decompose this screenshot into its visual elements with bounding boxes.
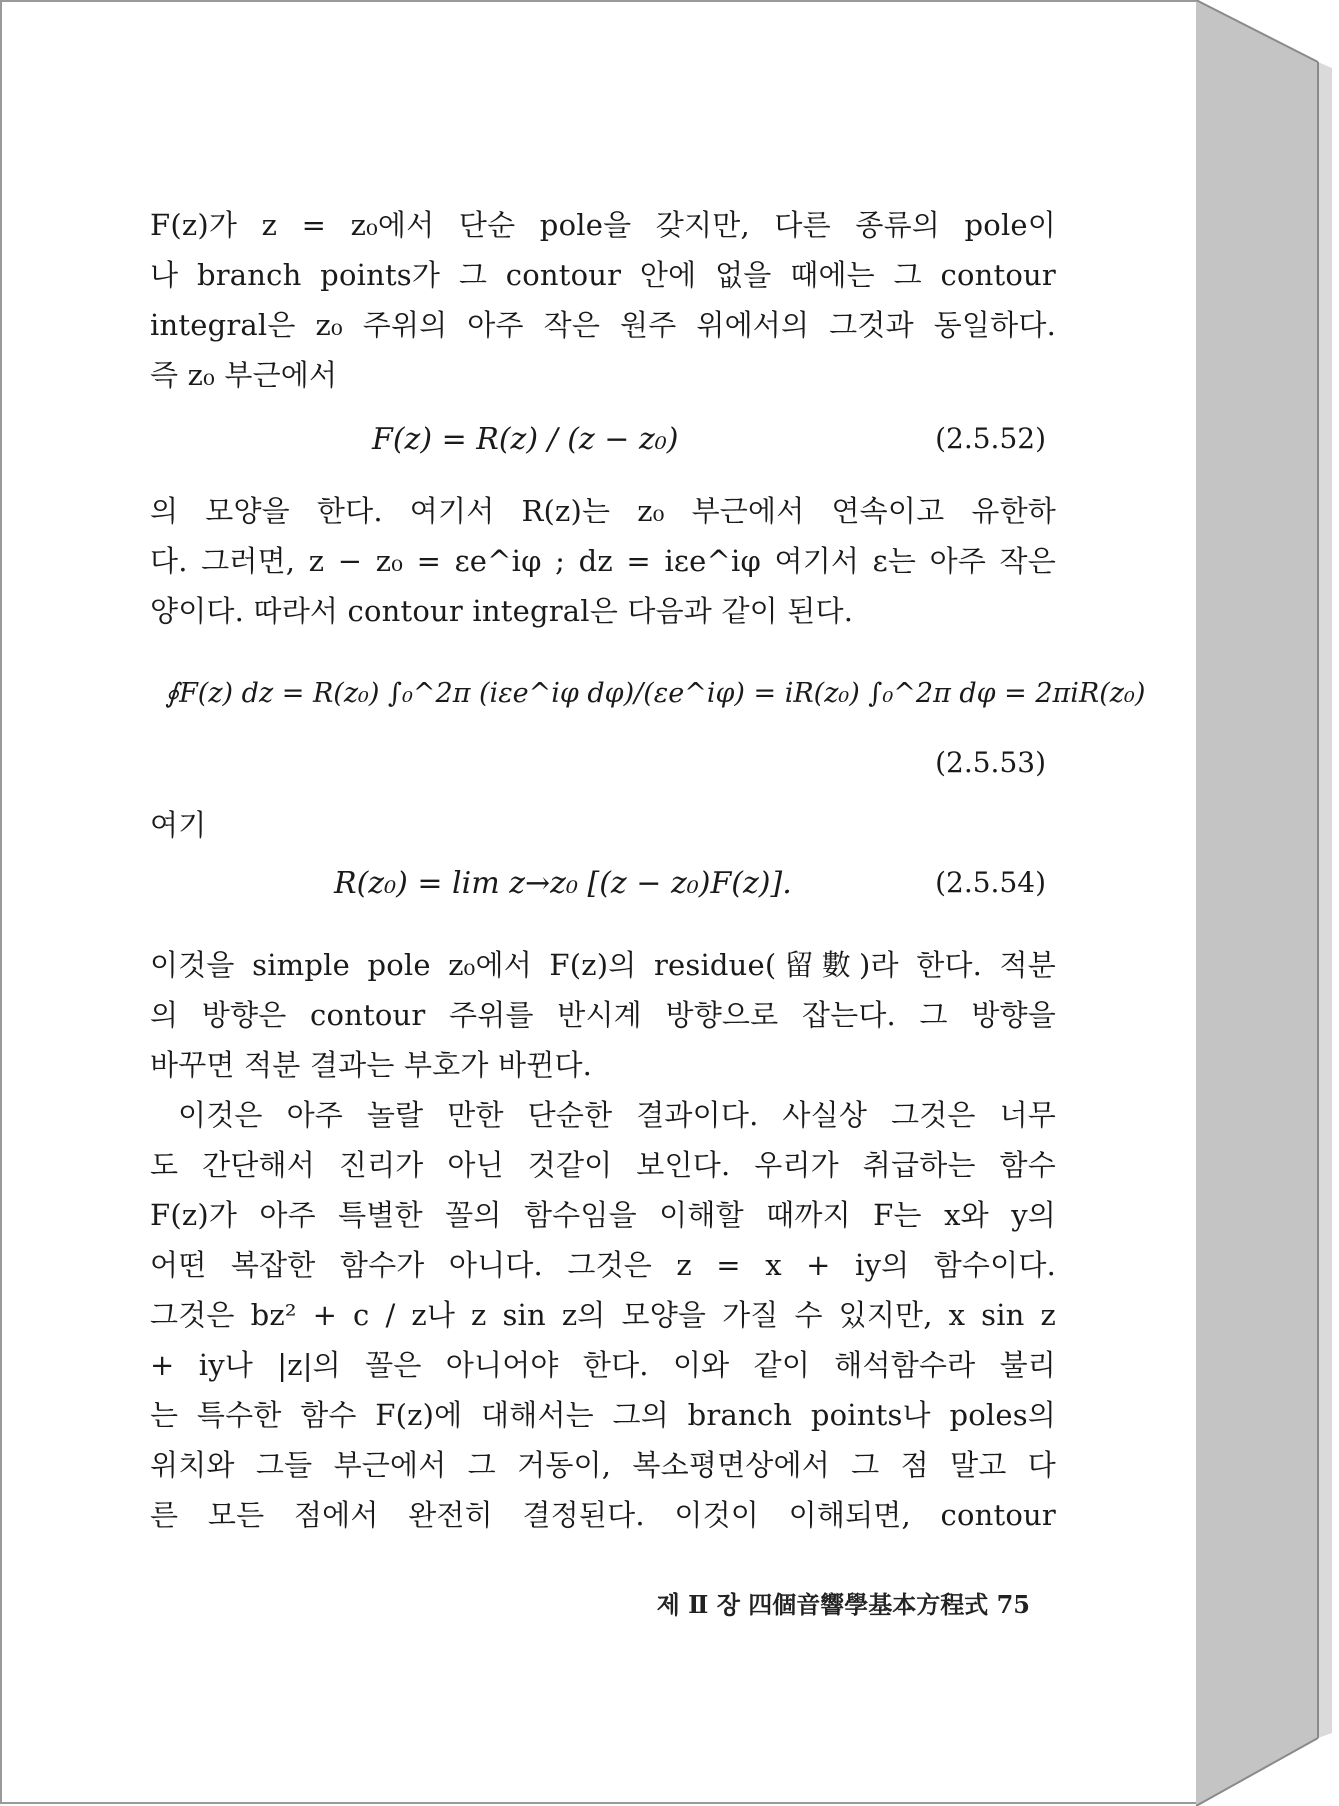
paragraph-4 xyxy=(150,1090,1056,1540)
paragraph-1 xyxy=(150,200,1056,400)
text-line: 른 모든 점에서 완전히 결정된다. 이것이 이해되면, contour xyxy=(150,1498,1056,1532)
equation-expression: R(z₀) = lim z→z₀ [(z − z₀)F(z)]. xyxy=(334,866,792,901)
paragraph-3 xyxy=(150,940,1056,1090)
text-line: 다. 그러면, z − z₀ = εe^iφ ; dz = iεe^iφ 여기서 ε는 아주 작은 xyxy=(150,544,1056,578)
equation-2-5-53-number-row xyxy=(150,742,1046,802)
text-line: integral은 z₀ 주위의 아주 작은 원주 위에서의 그것과 동일하다. xyxy=(150,308,1056,342)
text-line: 나 branch points가 그 contour 안에 없을 때에는 그 contour xyxy=(150,258,1056,292)
text-line: 는 특수한 함수 F(z)에 대해서는 그의 branch points나 poles의 xyxy=(150,1398,1056,1432)
text-line: 어떤 복잡한 함수가 아니다. 그것은 z = x + iy의 함수이다. xyxy=(150,1248,1056,1282)
equation-2-5-52 xyxy=(150,414,1046,474)
text-line: + iy나 |z|의 꼴은 아니어야 한다. 이와 같이 해석함수라 불리 xyxy=(150,1348,1056,1382)
text-line: 바꾸면 적분 결과는 부호가 바뀐다. xyxy=(150,1048,593,1082)
text-line: 그것은 bz² + c / z나 z sin z의 모양을 가질 수 있지만, x sin z xyxy=(150,1298,1056,1332)
text-line: F(z)가 z = z₀에서 단순 pole을 갖지만, 다른 종류의 pole이 xyxy=(150,208,1056,242)
page-footer: 제 Ⅱ 장 四個音響學基本方程式 75 xyxy=(656,1590,1030,1619)
text-line: 의 방향은 contour 주위를 반시계 방향으로 잡는다. 그 방향을 xyxy=(150,998,1056,1032)
paragraph-here xyxy=(150,800,1056,850)
text-line: 위치와 그들 부근에서 그 거동이, 복소평면상에서 그 점 말고 다 xyxy=(150,1448,1056,1482)
equation-number: (2.5.52) xyxy=(935,422,1046,455)
equation-2-5-53 xyxy=(150,660,1146,740)
text-line: 의 모양을 한다. 여기서 R(z)는 z₀ 부근에서 연속이고 유한하 xyxy=(150,494,1056,528)
text-line: 즉 z₀ 부근에서 xyxy=(150,358,338,392)
equation-number: (2.5.53) xyxy=(935,746,1046,779)
text-line: 양이다. 따라서 contour integral은 다음과 같이 된다. xyxy=(150,594,854,628)
text-line: 이것을 simple pole z₀에서 F(z)의 residue(留數)라 한다. 적분 xyxy=(150,948,1056,982)
text-line: 여기 xyxy=(150,808,207,842)
text-line: 이것은 아주 놀랄 만한 단순한 결과이다. 사실상 그것은 너무 xyxy=(178,1098,1056,1132)
text-line: 도 간단해서 진리가 아닌 것같이 보인다. 우리가 취급하는 함수 xyxy=(150,1148,1056,1182)
equation-number: (2.5.54) xyxy=(935,866,1046,899)
equation-2-5-54 xyxy=(150,858,1046,918)
paragraph-2 xyxy=(150,486,1056,636)
text-line: F(z)가 아주 특별한 꼴의 함수임을 이해할 때까지 F는 x와 y의 xyxy=(150,1198,1056,1232)
equation-expression: F(z) = R(z) / (z − z₀) xyxy=(372,422,679,457)
equation-expression: ∮F(z) dz = R(z₀) ∫₀^2π (iεe^iφ dφ)/(εe^iφ) = iR(z₀) ∫₀^2π dφ = 2πiR(z₀) xyxy=(165,678,1146,709)
